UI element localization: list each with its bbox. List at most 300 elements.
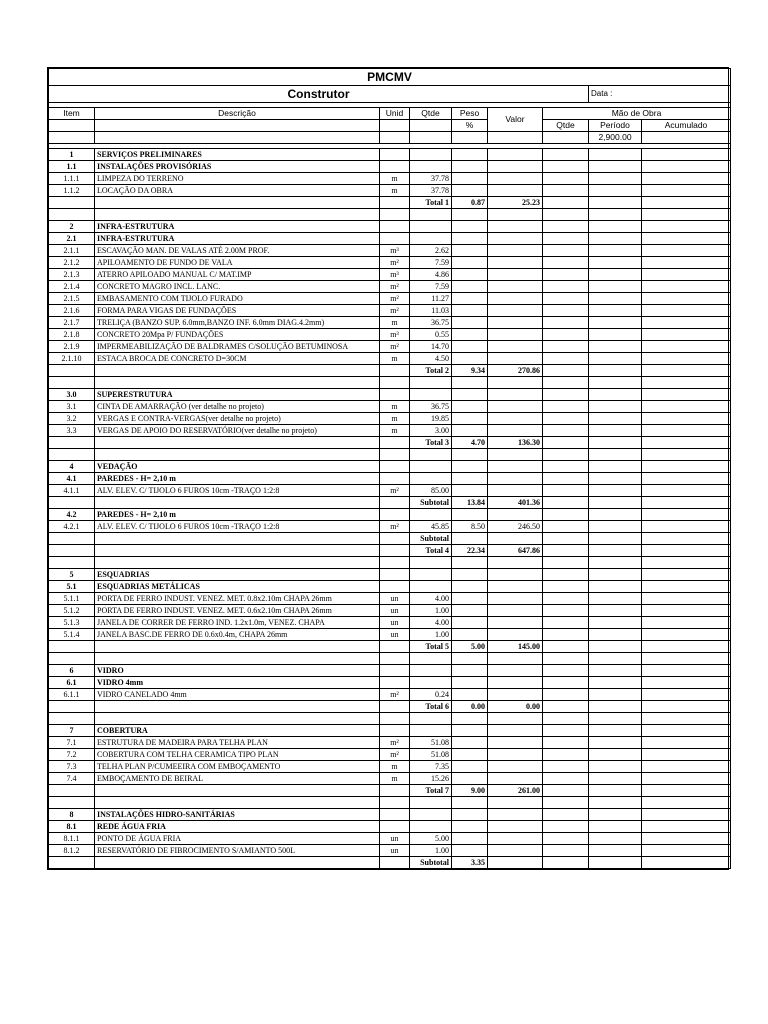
item-code: 7 bbox=[49, 725, 95, 737]
item-quantity: 37.78 bbox=[410, 185, 452, 197]
item-valor bbox=[488, 221, 543, 233]
col-valor: Valor bbox=[488, 108, 543, 132]
item-valor bbox=[488, 329, 543, 341]
item-description: ESTACA BROCA DE CONCRETO D=30CM bbox=[95, 353, 380, 365]
item-peso bbox=[452, 833, 488, 845]
item-description: ESQUADRIAS bbox=[95, 569, 380, 581]
item-quantity: 1.00 bbox=[410, 605, 452, 617]
item-peso bbox=[452, 305, 488, 317]
total-label: Total 6 bbox=[410, 701, 452, 713]
item-quantity: 36.75 bbox=[410, 401, 452, 413]
item-description: JANELA DE CORRER DE FERRO IND. 1.2x1.0m, VENEZ. CHAPA bbox=[95, 617, 380, 629]
item-quantity bbox=[410, 581, 452, 593]
item-quantity: 7.35 bbox=[410, 761, 452, 773]
item-unit: m² bbox=[380, 257, 410, 269]
section-row bbox=[49, 389, 731, 401]
item-code: 5.1.2 bbox=[49, 605, 95, 617]
item-valor: 246.50 bbox=[488, 521, 543, 533]
item-row bbox=[49, 605, 731, 617]
item-unit: m bbox=[380, 353, 410, 365]
item-valor bbox=[488, 341, 543, 353]
total-peso: 4.70 bbox=[452, 437, 488, 449]
item-valor bbox=[488, 353, 543, 365]
item-peso bbox=[452, 233, 488, 245]
item-unit: m bbox=[380, 401, 410, 413]
total-peso: 9.34 bbox=[452, 365, 488, 377]
item-peso bbox=[452, 161, 488, 173]
item-code: 1.1 bbox=[49, 161, 95, 173]
item-valor bbox=[488, 233, 543, 245]
item-peso bbox=[452, 605, 488, 617]
item-quantity: 7.59 bbox=[410, 257, 452, 269]
item-description: TRELIÇA (BANZO SUP. 6.0mm,BANZO INF. 6.0mm DIAG.4.2mm) bbox=[95, 317, 380, 329]
section-row bbox=[49, 677, 731, 689]
item-peso bbox=[452, 761, 488, 773]
item-valor bbox=[488, 737, 543, 749]
item-description: ESTRUTURA DE MADEIRA PARA TELHA PLAN bbox=[95, 737, 380, 749]
item-quantity bbox=[410, 389, 452, 401]
item-quantity: 11.03 bbox=[410, 305, 452, 317]
item-description: PAREDES - H= 2,10 m bbox=[95, 473, 380, 485]
item-unit: m² bbox=[380, 281, 410, 293]
item-row bbox=[49, 305, 731, 317]
item-peso bbox=[452, 593, 488, 605]
item-quantity: 85.00 bbox=[410, 485, 452, 497]
item-quantity bbox=[410, 665, 452, 677]
item-code: 2.1.1 bbox=[49, 245, 95, 257]
item-description: VERGAS E CONTRA-VERGAS(ver detalhe no projeto) bbox=[95, 413, 380, 425]
item-description: JANELA BASC.DE FERRO DE 0.6x0.4m, CHAPA 26mm bbox=[95, 629, 380, 641]
item-unit: m³ bbox=[380, 269, 410, 281]
item-unit: m² bbox=[380, 293, 410, 305]
item-code: 7.1 bbox=[49, 737, 95, 749]
item-peso bbox=[452, 821, 488, 833]
total-row bbox=[49, 701, 731, 713]
item-unit bbox=[380, 665, 410, 677]
total-label: Total 5 bbox=[410, 641, 452, 653]
item-code: 3.1 bbox=[49, 401, 95, 413]
item-code: 5 bbox=[49, 569, 95, 581]
item-quantity: 4.50 bbox=[410, 353, 452, 365]
item-unit: m bbox=[380, 425, 410, 437]
section-row bbox=[49, 461, 731, 473]
section-row bbox=[49, 569, 731, 581]
item-description: PORTA DE FERRO INDUST. VENEZ. MET. 0.8x2.10m CHAPA 26mm bbox=[95, 593, 380, 605]
item-code: 7.4 bbox=[49, 773, 95, 785]
col-peso: Peso bbox=[452, 108, 488, 120]
item-description: VEDAÇÃO bbox=[95, 461, 380, 473]
item-peso bbox=[452, 329, 488, 341]
item-row bbox=[49, 629, 731, 641]
section-row bbox=[49, 233, 731, 245]
item-description: INFRA-ESTRUTURA bbox=[95, 221, 380, 233]
item-row bbox=[49, 773, 731, 785]
item-description: PORTA DE FERRO INDUST. VENEZ. MET. 0.6x2.10m CHAPA 26mm bbox=[95, 605, 380, 617]
blank-row bbox=[49, 797, 731, 809]
item-peso bbox=[452, 425, 488, 437]
item-quantity: 0.55 bbox=[410, 329, 452, 341]
item-quantity bbox=[410, 149, 452, 161]
item-quantity: 3.00 bbox=[410, 425, 452, 437]
item-quantity bbox=[410, 725, 452, 737]
total-peso: 3.35 bbox=[452, 857, 488, 869]
item-code: 4.2.1 bbox=[49, 521, 95, 533]
item-code: 2.1 bbox=[49, 233, 95, 245]
item-code: 2.1.5 bbox=[49, 293, 95, 305]
period-value-row bbox=[49, 132, 731, 144]
section-row bbox=[49, 665, 731, 677]
total-label: Total 4 bbox=[410, 545, 452, 557]
item-unit: m bbox=[380, 185, 410, 197]
item-valor bbox=[488, 425, 543, 437]
item-row bbox=[49, 293, 731, 305]
item-unit: un bbox=[380, 845, 410, 857]
item-peso bbox=[452, 485, 488, 497]
item-description: INSTALAÇÕES PROVISÓRIAS bbox=[95, 161, 380, 173]
item-peso bbox=[452, 317, 488, 329]
item-peso bbox=[452, 809, 488, 821]
item-description: LOCAÇÃO DA OBRA bbox=[95, 185, 380, 197]
section-row bbox=[49, 509, 731, 521]
item-quantity: 1.00 bbox=[410, 629, 452, 641]
item-quantity: 0.24 bbox=[410, 689, 452, 701]
item-valor bbox=[488, 149, 543, 161]
item-row bbox=[49, 245, 731, 257]
item-description: VIDRO CANELADO 4mm bbox=[95, 689, 380, 701]
col-mao-de-obra: Mão de Obra bbox=[543, 108, 731, 120]
item-quantity: 45.85 bbox=[410, 521, 452, 533]
item-valor bbox=[488, 773, 543, 785]
item-valor bbox=[488, 689, 543, 701]
item-peso bbox=[452, 413, 488, 425]
spreadsheet bbox=[47, 67, 729, 870]
item-code: 8.1.1 bbox=[49, 833, 95, 845]
section-row bbox=[49, 161, 731, 173]
item-quantity: 19.85 bbox=[410, 413, 452, 425]
item-row bbox=[49, 185, 731, 197]
item-peso bbox=[452, 353, 488, 365]
blank-row bbox=[49, 377, 731, 389]
item-peso bbox=[452, 665, 488, 677]
total-valor: 25.23 bbox=[488, 197, 543, 209]
item-code: 5.1.4 bbox=[49, 629, 95, 641]
item-valor bbox=[488, 473, 543, 485]
item-valor bbox=[488, 305, 543, 317]
subtitle-row bbox=[49, 86, 731, 103]
item-row bbox=[49, 353, 731, 365]
item-peso bbox=[452, 629, 488, 641]
item-peso bbox=[452, 269, 488, 281]
item-unit: un bbox=[380, 617, 410, 629]
blank-row bbox=[49, 653, 731, 665]
total-valor: 145.00 bbox=[488, 641, 543, 653]
item-peso bbox=[452, 725, 488, 737]
item-code: 4.1 bbox=[49, 473, 95, 485]
item-row bbox=[49, 689, 731, 701]
item-quantity bbox=[410, 569, 452, 581]
item-peso bbox=[452, 173, 488, 185]
blank-row bbox=[49, 713, 731, 725]
item-code: 8.1.2 bbox=[49, 845, 95, 857]
item-code: 7.2 bbox=[49, 749, 95, 761]
total-valor bbox=[488, 533, 543, 545]
item-description: VERGAS DE APOIO DO RESERVATÓRIO(ver detalhe no projeto) bbox=[95, 425, 380, 437]
item-unit bbox=[380, 809, 410, 821]
item-unit bbox=[380, 473, 410, 485]
item-description: INFRA-ESTRUTURA bbox=[95, 233, 380, 245]
item-unit: m bbox=[380, 761, 410, 773]
total-valor: 0.00 bbox=[488, 701, 543, 713]
total-peso: 0.00 bbox=[452, 701, 488, 713]
item-peso bbox=[452, 389, 488, 401]
item-valor bbox=[488, 605, 543, 617]
section-row bbox=[49, 725, 731, 737]
item-row bbox=[49, 329, 731, 341]
item-valor bbox=[488, 725, 543, 737]
blank-row bbox=[49, 209, 731, 221]
total-peso: 5.00 bbox=[452, 641, 488, 653]
item-peso bbox=[452, 845, 488, 857]
item-unit bbox=[380, 725, 410, 737]
item-peso: 8.50 bbox=[452, 521, 488, 533]
item-unit: m² bbox=[380, 521, 410, 533]
section-row bbox=[49, 473, 731, 485]
item-valor bbox=[488, 257, 543, 269]
item-peso bbox=[452, 245, 488, 257]
item-quantity: 37.78 bbox=[410, 173, 452, 185]
item-peso bbox=[452, 677, 488, 689]
item-valor bbox=[488, 281, 543, 293]
period-value: 2,900.00 bbox=[589, 132, 642, 144]
item-valor bbox=[488, 665, 543, 677]
item-row bbox=[49, 401, 731, 413]
item-peso bbox=[452, 149, 488, 161]
item-code: 2.1.8 bbox=[49, 329, 95, 341]
section-row bbox=[49, 821, 731, 833]
item-code: 1 bbox=[49, 149, 95, 161]
item-valor bbox=[488, 845, 543, 857]
item-code: 2.1.9 bbox=[49, 341, 95, 353]
item-row bbox=[49, 833, 731, 845]
item-description: VIDRO bbox=[95, 665, 380, 677]
item-unit: m² bbox=[380, 341, 410, 353]
item-valor bbox=[488, 749, 543, 761]
item-quantity: 7.59 bbox=[410, 281, 452, 293]
item-unit bbox=[380, 233, 410, 245]
item-quantity: 1.00 bbox=[410, 845, 452, 857]
item-valor bbox=[488, 293, 543, 305]
blank-row bbox=[49, 449, 731, 461]
total-label: Total 3 bbox=[410, 437, 452, 449]
budget-rows bbox=[49, 149, 731, 869]
total-row bbox=[49, 533, 731, 545]
item-unit: m² bbox=[380, 305, 410, 317]
item-row bbox=[49, 845, 731, 857]
item-row bbox=[49, 737, 731, 749]
item-row bbox=[49, 341, 731, 353]
item-unit bbox=[380, 389, 410, 401]
item-code: 8.1 bbox=[49, 821, 95, 833]
item-peso bbox=[452, 461, 488, 473]
item-code: 7.3 bbox=[49, 761, 95, 773]
item-quantity: 4.86 bbox=[410, 269, 452, 281]
item-quantity bbox=[410, 677, 452, 689]
item-description: REDE ÁGUA FRIA bbox=[95, 821, 380, 833]
item-unit bbox=[380, 461, 410, 473]
item-row bbox=[49, 593, 731, 605]
total-peso: 9.00 bbox=[452, 785, 488, 797]
item-quantity: 11.27 bbox=[410, 293, 452, 305]
item-quantity: 4.00 bbox=[410, 617, 452, 629]
item-code: 2.1.2 bbox=[49, 257, 95, 269]
item-row bbox=[49, 425, 731, 437]
item-valor bbox=[488, 677, 543, 689]
item-code: 5.1.1 bbox=[49, 593, 95, 605]
item-quantity bbox=[410, 161, 452, 173]
item-unit: m³ bbox=[380, 329, 410, 341]
item-quantity: 51.08 bbox=[410, 737, 452, 749]
item-peso bbox=[452, 473, 488, 485]
col-descricao: Descrição bbox=[95, 108, 380, 120]
total-label: Total 2 bbox=[410, 365, 452, 377]
total-valor: 136.30 bbox=[488, 437, 543, 449]
item-row bbox=[49, 317, 731, 329]
item-unit bbox=[380, 149, 410, 161]
item-valor bbox=[488, 569, 543, 581]
item-code: 1.1.1 bbox=[49, 173, 95, 185]
item-quantity: 36.75 bbox=[410, 317, 452, 329]
item-unit bbox=[380, 509, 410, 521]
item-code: 6.1.1 bbox=[49, 689, 95, 701]
item-row bbox=[49, 413, 731, 425]
item-quantity bbox=[410, 809, 452, 821]
item-valor bbox=[488, 593, 543, 605]
item-code: 2.1.4 bbox=[49, 281, 95, 293]
page-subtitle: Construtor bbox=[49, 86, 589, 103]
total-peso bbox=[452, 533, 488, 545]
item-valor bbox=[488, 821, 543, 833]
item-valor bbox=[488, 485, 543, 497]
total-valor: 401.36 bbox=[488, 497, 543, 509]
date-label: Data : bbox=[589, 86, 731, 103]
item-quantity: 4.00 bbox=[410, 593, 452, 605]
item-description: ALV. ELEV. C/ TIJOLO 6 FUROS 10cm -TRAÇO 1:2:8 bbox=[95, 485, 380, 497]
section-row bbox=[49, 809, 731, 821]
col-qtde: Qtde bbox=[410, 108, 452, 120]
col-mo-periodo: Período bbox=[589, 120, 642, 132]
section-row bbox=[49, 581, 731, 593]
item-valor bbox=[488, 245, 543, 257]
item-code: 2.1.7 bbox=[49, 317, 95, 329]
item-unit bbox=[380, 677, 410, 689]
item-description: CINTA DE AMARRAÇÃO (ver detalhe no projeto) bbox=[95, 401, 380, 413]
item-valor bbox=[488, 461, 543, 473]
item-code: 5.1 bbox=[49, 581, 95, 593]
item-peso bbox=[452, 737, 488, 749]
item-unit: m² bbox=[380, 485, 410, 497]
total-valor: 647.86 bbox=[488, 545, 543, 557]
col-mo-acumulado: Acumulado bbox=[642, 120, 731, 132]
item-row bbox=[49, 281, 731, 293]
item-unit: un bbox=[380, 605, 410, 617]
item-code: 3.2 bbox=[49, 413, 95, 425]
item-row bbox=[49, 485, 731, 497]
col-peso-unit: % bbox=[452, 120, 488, 132]
item-description: SUPERESTRUTURA bbox=[95, 389, 380, 401]
section-row bbox=[49, 221, 731, 233]
item-code: 4.2 bbox=[49, 509, 95, 521]
item-quantity: 51.08 bbox=[410, 749, 452, 761]
col-mo-qtde: Qtde bbox=[543, 120, 589, 132]
item-valor bbox=[488, 401, 543, 413]
item-valor bbox=[488, 761, 543, 773]
item-row bbox=[49, 761, 731, 773]
total-row bbox=[49, 197, 731, 209]
item-valor bbox=[488, 161, 543, 173]
item-valor bbox=[488, 581, 543, 593]
item-quantity bbox=[410, 473, 452, 485]
item-row bbox=[49, 173, 731, 185]
item-peso bbox=[452, 509, 488, 521]
item-row bbox=[49, 617, 731, 629]
item-row bbox=[49, 269, 731, 281]
item-valor bbox=[488, 617, 543, 629]
item-quantity bbox=[410, 509, 452, 521]
item-description: ESCAVAÇÃO MAN. DE VALAS ATÉ 2.00M PROF. bbox=[95, 245, 380, 257]
total-label: Subtotal bbox=[410, 497, 452, 509]
total-row bbox=[49, 857, 731, 869]
item-code: 6 bbox=[49, 665, 95, 677]
item-unit bbox=[380, 221, 410, 233]
item-valor bbox=[488, 509, 543, 521]
total-row bbox=[49, 497, 731, 509]
item-peso bbox=[452, 773, 488, 785]
item-unit: m bbox=[380, 413, 410, 425]
section-row bbox=[49, 149, 731, 161]
item-code: 2.1.3 bbox=[49, 269, 95, 281]
total-label: Total 1 bbox=[410, 197, 452, 209]
item-unit bbox=[380, 161, 410, 173]
total-valor: 270.86 bbox=[488, 365, 543, 377]
item-description: SERVIÇOS PRELIMINARES bbox=[95, 149, 380, 161]
item-description: ATERRO APILOADO MANUAL C/ MAT.IMP bbox=[95, 269, 380, 281]
item-description: PONTO DE ÁGUA FRIA bbox=[95, 833, 380, 845]
item-description: COBERTURA bbox=[95, 725, 380, 737]
total-valor bbox=[488, 857, 543, 869]
item-valor bbox=[488, 173, 543, 185]
item-code: 5.1.3 bbox=[49, 617, 95, 629]
item-unit: m bbox=[380, 173, 410, 185]
title-row bbox=[49, 69, 731, 86]
item-unit: m bbox=[380, 317, 410, 329]
item-peso bbox=[452, 689, 488, 701]
item-description: APILOAMENTO DE FUNDO DE VALA bbox=[95, 257, 380, 269]
total-row bbox=[49, 437, 731, 449]
item-code: 2 bbox=[49, 221, 95, 233]
item-peso bbox=[452, 617, 488, 629]
item-description: ESQUADRIAS METÁLICAS bbox=[95, 581, 380, 593]
item-unit: m bbox=[380, 773, 410, 785]
total-peso: 22.34 bbox=[452, 545, 488, 557]
item-peso bbox=[452, 749, 488, 761]
item-unit: un bbox=[380, 593, 410, 605]
item-peso bbox=[452, 401, 488, 413]
page-title: PMCMV bbox=[49, 69, 731, 86]
item-unit: m² bbox=[380, 737, 410, 749]
total-label: Subtotal bbox=[410, 533, 452, 545]
item-code: 3.0 bbox=[49, 389, 95, 401]
item-description: COBERTURA COM TELHA CERAMICA TIPO PLAN bbox=[95, 749, 380, 761]
